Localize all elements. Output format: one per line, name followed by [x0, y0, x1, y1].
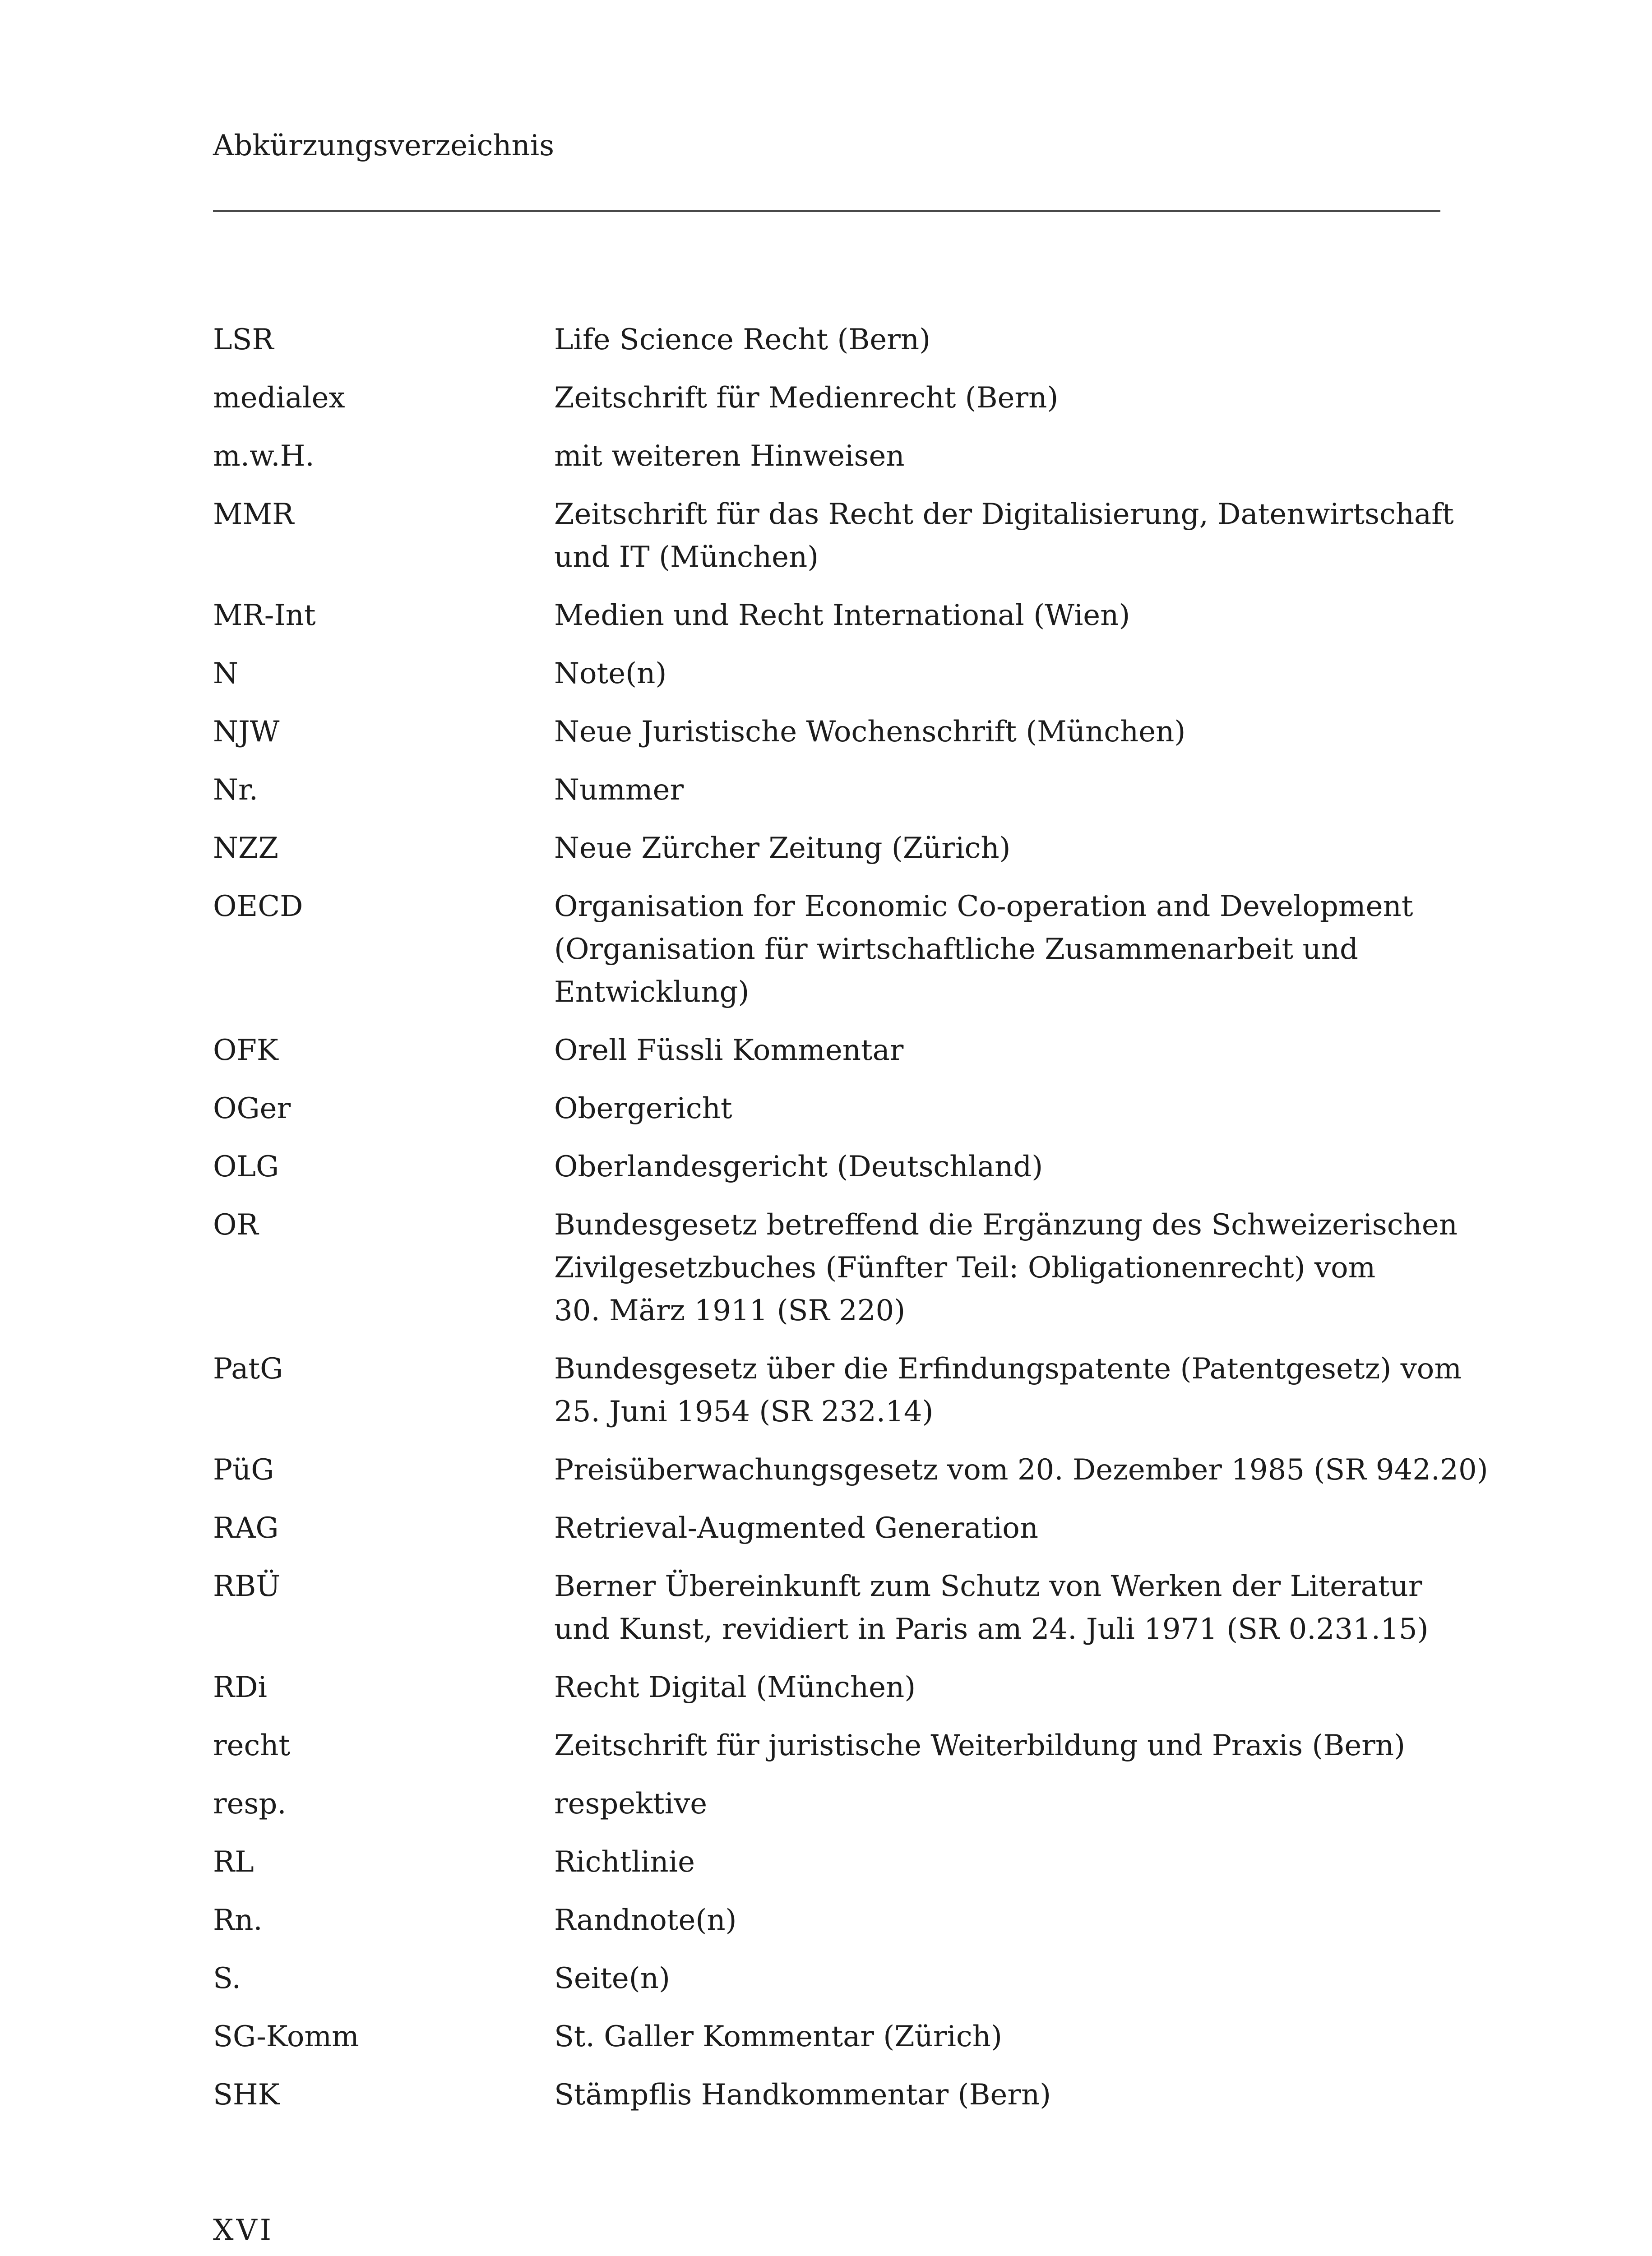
- abbreviation-entry: [213, 885, 1440, 1014]
- abbreviation-definition: [554, 827, 1440, 870]
- abbreviation-entry: [213, 1087, 1440, 1130]
- abbreviation-definition: [554, 1507, 1440, 1550]
- definition-line: Zeitschrift für das Recht der Digitalisierung, Datenwirtschaft: [554, 498, 1454, 531]
- abbreviation-definition: [554, 319, 1440, 361]
- abbreviation-entry: [213, 1449, 1488, 1492]
- definition-line: Seite(n): [554, 1962, 670, 1995]
- header-rule: [213, 210, 1440, 212]
- abbreviation-term: N: [213, 657, 238, 690]
- abbreviation-definition: [554, 1565, 1440, 1651]
- abbreviation-definition: [554, 493, 1454, 579]
- abbreviation-term: RDi: [213, 1671, 267, 1704]
- abbreviation-entry: [213, 1957, 1440, 2000]
- abbreviation-definition: [554, 377, 1440, 420]
- definition-line: und IT (München): [554, 541, 819, 574]
- definition-line: Life Science Recht (Bern): [554, 323, 931, 356]
- abbreviation-entry: [213, 1507, 1440, 1550]
- abbreviation-entry: [213, 594, 1440, 637]
- definition-line: Nummer: [554, 773, 684, 807]
- abbreviation-entry: [213, 652, 1440, 695]
- abbreviation-term: Rn.: [213, 1904, 263, 1937]
- abbreviation-list: [213, 319, 1488, 2132]
- abbreviation-term: NJW: [213, 715, 280, 749]
- definition-line: Bundesgesetz über die Erfindungspatente (Patentgesetz) vom: [554, 1352, 1462, 1386]
- abbreviation-entry: [213, 377, 1440, 420]
- abbreviation-entry: [213, 1783, 1440, 1826]
- abbreviation-entry: [213, 827, 1440, 870]
- abbreviation-term: resp.: [213, 1787, 287, 1821]
- abbreviation-term: OGer: [213, 1092, 291, 1125]
- abbreviation-entry: [213, 1146, 1440, 1188]
- abbreviation-definition: [554, 1146, 1440, 1188]
- abbreviation-definition: [554, 2074, 1440, 2117]
- definition-line: Stämpflis Handkommentar (Bern): [554, 2078, 1051, 2112]
- abbreviation-entry: [213, 2016, 1440, 2058]
- abbreviation-term: SHK: [213, 2078, 280, 2112]
- abbreviation-entry: [213, 1029, 1440, 1072]
- abbreviation-definition: [554, 1029, 1440, 1072]
- abbreviation-term: m.w.H.: [213, 439, 315, 473]
- definition-line: Oberlandesgericht (Deutschland): [554, 1150, 1043, 1183]
- abbreviation-definition: [554, 652, 1440, 695]
- definition-line: Richtlinie: [554, 1845, 695, 1879]
- abbreviation-definition: [554, 1899, 1440, 1942]
- abbreviation-term: RAG: [213, 1512, 279, 1545]
- definition-line: und Kunst, revidiert in Paris am 24. Juli 1971 (SR 0.231.15): [554, 1613, 1429, 1646]
- abbreviation-term: PatG: [213, 1352, 283, 1386]
- abbreviation-term: PüG: [213, 1453, 274, 1487]
- abbreviation-definition: [554, 1841, 1440, 1884]
- abbreviation-entry: [213, 2074, 1440, 2117]
- abbreviation-definition: [554, 711, 1440, 754]
- abbreviation-definition: [554, 1204, 1458, 1332]
- definition-line: Berner Übereinkunft zum Schutz von Werken der Literatur: [554, 1570, 1422, 1603]
- definition-line: Neue Juristische Wochenschrift (München): [554, 715, 1186, 749]
- abbreviation-term: MMR: [213, 498, 294, 531]
- abbreviation-entry: [213, 493, 1454, 579]
- abbreviation-definition: [554, 1449, 1488, 1492]
- definition-line: respektive: [554, 1787, 708, 1821]
- abbreviation-entry: [213, 1666, 1440, 1709]
- abbreviation-entry: [213, 435, 1440, 478]
- abbreviation-term: SG-Komm: [213, 2020, 359, 2053]
- abbreviation-definition: [554, 1957, 1440, 2000]
- definition-line: Zeitschrift für Medienrecht (Bern): [554, 381, 1059, 415]
- abbreviation-term: OR: [213, 1208, 259, 1242]
- definition-line: Entwicklung): [554, 975, 750, 1009]
- abbreviation-entry: [213, 1724, 1440, 1767]
- abbreviation-definition: [554, 435, 1440, 478]
- abbreviation-entry: [213, 319, 1440, 361]
- abbreviation-term: MR-Int: [213, 599, 316, 632]
- definition-line: 30. März 1911 (SR 220): [554, 1294, 906, 1327]
- abbreviation-entry: [213, 1899, 1440, 1942]
- abbreviation-term: recht: [213, 1729, 291, 1762]
- abbreviation-entry: [213, 1565, 1440, 1651]
- definition-line: Retrieval-Augmented Generation: [554, 1512, 1038, 1545]
- definition-line: Note(n): [554, 657, 667, 690]
- abbreviation-term: RL: [213, 1845, 254, 1879]
- definition-line: (Organisation für wirtschaftliche Zusammenarbeit und: [554, 933, 1358, 966]
- abbreviation-definition: [554, 769, 1440, 812]
- abbreviation-definition: [554, 1666, 1440, 1709]
- abbreviation-term: Nr.: [213, 773, 258, 807]
- abbreviation-definition: [554, 1783, 1440, 1826]
- definition-line: Preisüberwachungsgesetz vom 20. Dezember 1985 (SR 942.20): [554, 1453, 1488, 1487]
- abbreviation-term: OFK: [213, 1034, 278, 1067]
- definition-line: Medien und Recht International (Wien): [554, 599, 1130, 632]
- abbreviation-definition: [554, 1348, 1462, 1433]
- definition-line: Zivilgesetzbuches (Fünfter Teil: Obligationenrecht) vom: [554, 1251, 1376, 1285]
- abbreviation-term: LSR: [213, 323, 274, 356]
- definition-line: Recht Digital (München): [554, 1671, 916, 1704]
- abbreviation-entry: [213, 1204, 1458, 1332]
- abbreviation-term: RBÜ: [213, 1570, 281, 1603]
- abbreviation-term: NZZ: [213, 832, 278, 865]
- abbreviation-entry: [213, 1348, 1462, 1433]
- abbreviation-definition: [554, 1087, 1440, 1130]
- abbreviation-term: S.: [213, 1962, 241, 1995]
- definition-line: Randnote(n): [554, 1904, 737, 1937]
- definition-line: Neue Zürcher Zeitung (Zürich): [554, 832, 1011, 865]
- page-number: XVI: [213, 2214, 274, 2247]
- abbreviation-entry: [213, 1841, 1440, 1884]
- definition-line: Zeitschrift für juristische Weiterbildung und Praxis (Bern): [554, 1729, 1406, 1762]
- abbreviation-entry: [213, 711, 1440, 754]
- abbreviation-definition: [554, 885, 1440, 1014]
- definition-line: mit weiteren Hinweisen: [554, 439, 905, 473]
- abbreviation-term: medialex: [213, 381, 345, 415]
- abbreviation-term: OECD: [213, 890, 303, 923]
- abbreviation-definition: [554, 594, 1440, 637]
- definition-line: 25. Juni 1954 (SR 232.14): [554, 1395, 934, 1428]
- definition-line: Organisation for Economic Co-operation and Development: [554, 890, 1413, 923]
- abbreviation-term: OLG: [213, 1150, 279, 1183]
- running-head: Abkürzungsverzeichnis: [213, 129, 555, 162]
- definition-line: Obergericht: [554, 1092, 732, 1125]
- abbreviation-definition: [554, 1724, 1440, 1767]
- abbreviation-definition: [554, 2016, 1440, 2058]
- definition-line: St. Galler Kommentar (Zürich): [554, 2020, 1002, 2053]
- definition-line: Bundesgesetz betreffend die Ergänzung des Schweizerischen: [554, 1208, 1458, 1242]
- abbreviation-entry: [213, 769, 1440, 812]
- definition-line: Orell Füssli Kommentar: [554, 1034, 904, 1067]
